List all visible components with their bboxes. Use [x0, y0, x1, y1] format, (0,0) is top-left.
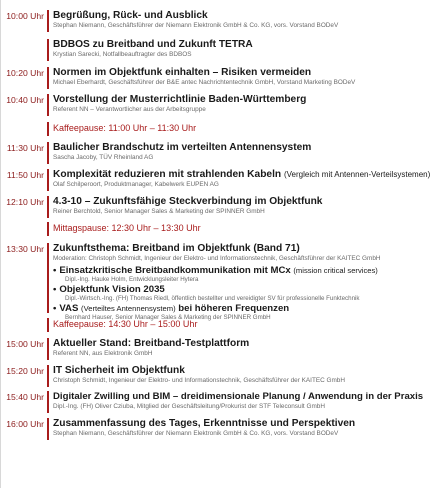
sub-item-title	[53, 265, 448, 276]
agenda-title: Vorstellung der Musterrichtlinie Baden-Württemberg	[53, 94, 307, 105]
sub-item-note: (mission critical services)	[293, 266, 378, 275]
agenda-accent-bar	[47, 265, 49, 312]
agenda-title: Zukunftsthema: Breitband im Objektfunk (Band 71)	[53, 243, 300, 254]
sub-item-title-text: Einsatzkritische Breitbandkommunikation mit MCx	[59, 265, 291, 276]
agenda-speaker: Michael Eberhardt, Geschäftsführer der B&E antec Nachrichtentechnik GmbH, Vorstand Marketing BODeV	[53, 79, 356, 86]
agenda-accent-bar	[47, 39, 49, 61]
agenda-accent-bar	[47, 142, 49, 164]
agenda-title: Zusammenfassung des Tages, Erkenntnisse und Perspektiven	[53, 418, 356, 429]
agenda-title: Normen im Objektfunk einhalten – Risiken vermeiden	[53, 67, 312, 78]
agenda-accent-bar	[47, 338, 49, 360]
agenda-time: 11:50 Uhr	[6, 170, 44, 180]
agenda-time: 15:00 Uhr	[6, 339, 44, 349]
agenda-speaker: Reiner Berchtold, Senior Manager Sales & Marketing der SPINNER GmbH	[53, 208, 265, 215]
agenda-title: Begrüßung, Rück- und Ausblick	[53, 10, 208, 21]
agenda-speaker: Sascha Jacoby, TÜV Rheinland AG	[53, 154, 154, 161]
sub-item-title-text: bei höheren Frequenzen	[178, 303, 290, 314]
agenda-title: 4.3-10 – Zukunftsfähige Steckverbindung im Objektfunk	[53, 196, 323, 207]
agenda-time: 10:40 Uhr	[6, 95, 44, 105]
agenda-title: Baulicher Brandschutz im verteilten Antennensystem	[53, 142, 312, 153]
sub-item-note: (Verteiltes Antennensystem)	[81, 304, 176, 313]
agenda-accent-bar	[47, 222, 49, 236]
agenda-time: 10:00 Uhr	[6, 11, 44, 21]
agenda-title: BDBOS zu Breitband und Zukunft TETRA	[53, 39, 253, 50]
agenda-speaker: Olaf Schilperoort, Produktmanager, Kabelwerk EUPEN AG	[53, 181, 219, 188]
agenda-speaker: Referent NN – Verantwortlicher aus der Arbeitsgruppe	[53, 106, 206, 113]
agenda-accent-bar	[47, 169, 49, 191]
agenda-time: 10:20 Uhr	[6, 68, 44, 78]
sub-item-prefix: VAS	[59, 303, 79, 314]
agenda-time: 13:30 Uhr	[6, 244, 44, 254]
agenda-accent-bar	[47, 122, 49, 136]
sub-item-title	[53, 303, 448, 314]
agenda-accent-bar	[47, 365, 49, 387]
sub-item-title-text: Objektfunk Vision 2035	[59, 284, 165, 295]
agenda-time: 11:30 Uhr	[6, 143, 44, 153]
agenda-title: Digitaler Zwilling und BIM – dreidimensionale Planung / Anwendung in der Praxis	[53, 391, 424, 402]
agenda-speaker: Referent NN, aus Elektronik GmbH	[53, 350, 153, 357]
sub-item-speaker: Bernhard Hauser, Senior Manager Sales & Marketing der SPINNER GmbH	[65, 314, 271, 321]
agenda-time: 12:10 Uhr	[6, 197, 44, 207]
coffee-break-label: Kaffeepause: 14:30 Uhr – 15:00 Uhr	[53, 319, 198, 329]
agenda-speaker: Stephan Niemann, Geschäftsführer der Niemann Elektronik GmbH & Co. KG, vors. Vorstand BODeV	[53, 22, 339, 29]
sub-item-title	[53, 284, 448, 295]
agenda-accent-bar	[47, 67, 49, 89]
agenda-title-text: Komplexität reduzieren mit strahlenden Kabeln	[53, 169, 282, 180]
agenda-accent-bar	[47, 391, 49, 413]
agenda-time: 15:40 Uhr	[6, 392, 44, 402]
agenda-speaker: Dipl.-Ing. (FH) Oliver Cziuba, Mitglied der Geschäftsleitung/Prokurist der STF Teleconsult GmbH	[53, 403, 325, 410]
agenda-accent-bar	[47, 196, 49, 218]
agenda-accent-bar	[47, 94, 49, 116]
agenda-time: 16:00 Uhr	[6, 419, 44, 429]
agenda-title	[53, 169, 448, 181]
agenda-accent-bar	[47, 318, 49, 332]
agenda-speaker: Moderation: Christoph Schmidt, Ingenieur der Elektro- und Informationstechnik, Geschäftsführer der KAITEC GmbH	[53, 255, 381, 262]
agenda-title: IT Sicherheit im Objektfunk	[53, 365, 185, 376]
lunch-break-label: Mittagspause: 12:30 Uhr – 13:30 Uhr	[53, 223, 201, 233]
agenda-accent-bar	[47, 418, 49, 440]
agenda-speaker: Christoph Schmidt, Ingenieur der Elektro- und Informationstechnik, Geschäftsführer der KAITEC GmbH	[53, 377, 345, 384]
sub-item-speaker: Dipl.-Ing. Hauke Holm, Entwicklungsleiter Hytera	[65, 276, 199, 283]
agenda-time: 15:20 Uhr	[6, 366, 44, 376]
sub-item-speaker: Dipl.-Wirtsch.-Ing. (FH) Thomas Riedl, öffentlich bestellter und vereidigter SV für professionelle Funktechnik	[65, 295, 360, 302]
bullet-icon: •	[53, 284, 57, 295]
bullet-icon: •	[53, 303, 57, 314]
agenda-title-note: (Vergleich mit Antennen-Verteilsystemen)	[283, 170, 431, 179]
agenda-title: Aktueller Stand: Breitband-Testplattform	[53, 338, 250, 349]
agenda-speaker: Stephan Niemann, Geschäftsführer der Niemann Elektronik GmbH & Co. KG, vors. Vorstand BODeV	[53, 430, 339, 437]
agenda-accent-bar	[47, 10, 49, 32]
bullet-icon: •	[53, 265, 57, 276]
agenda-speaker: Krystian Sarecki, Notfallbeauftragter des BDBOS	[53, 51, 192, 58]
coffee-break-label: Kaffeepause: 11:00 Uhr – 11:30 Uhr	[53, 123, 197, 133]
